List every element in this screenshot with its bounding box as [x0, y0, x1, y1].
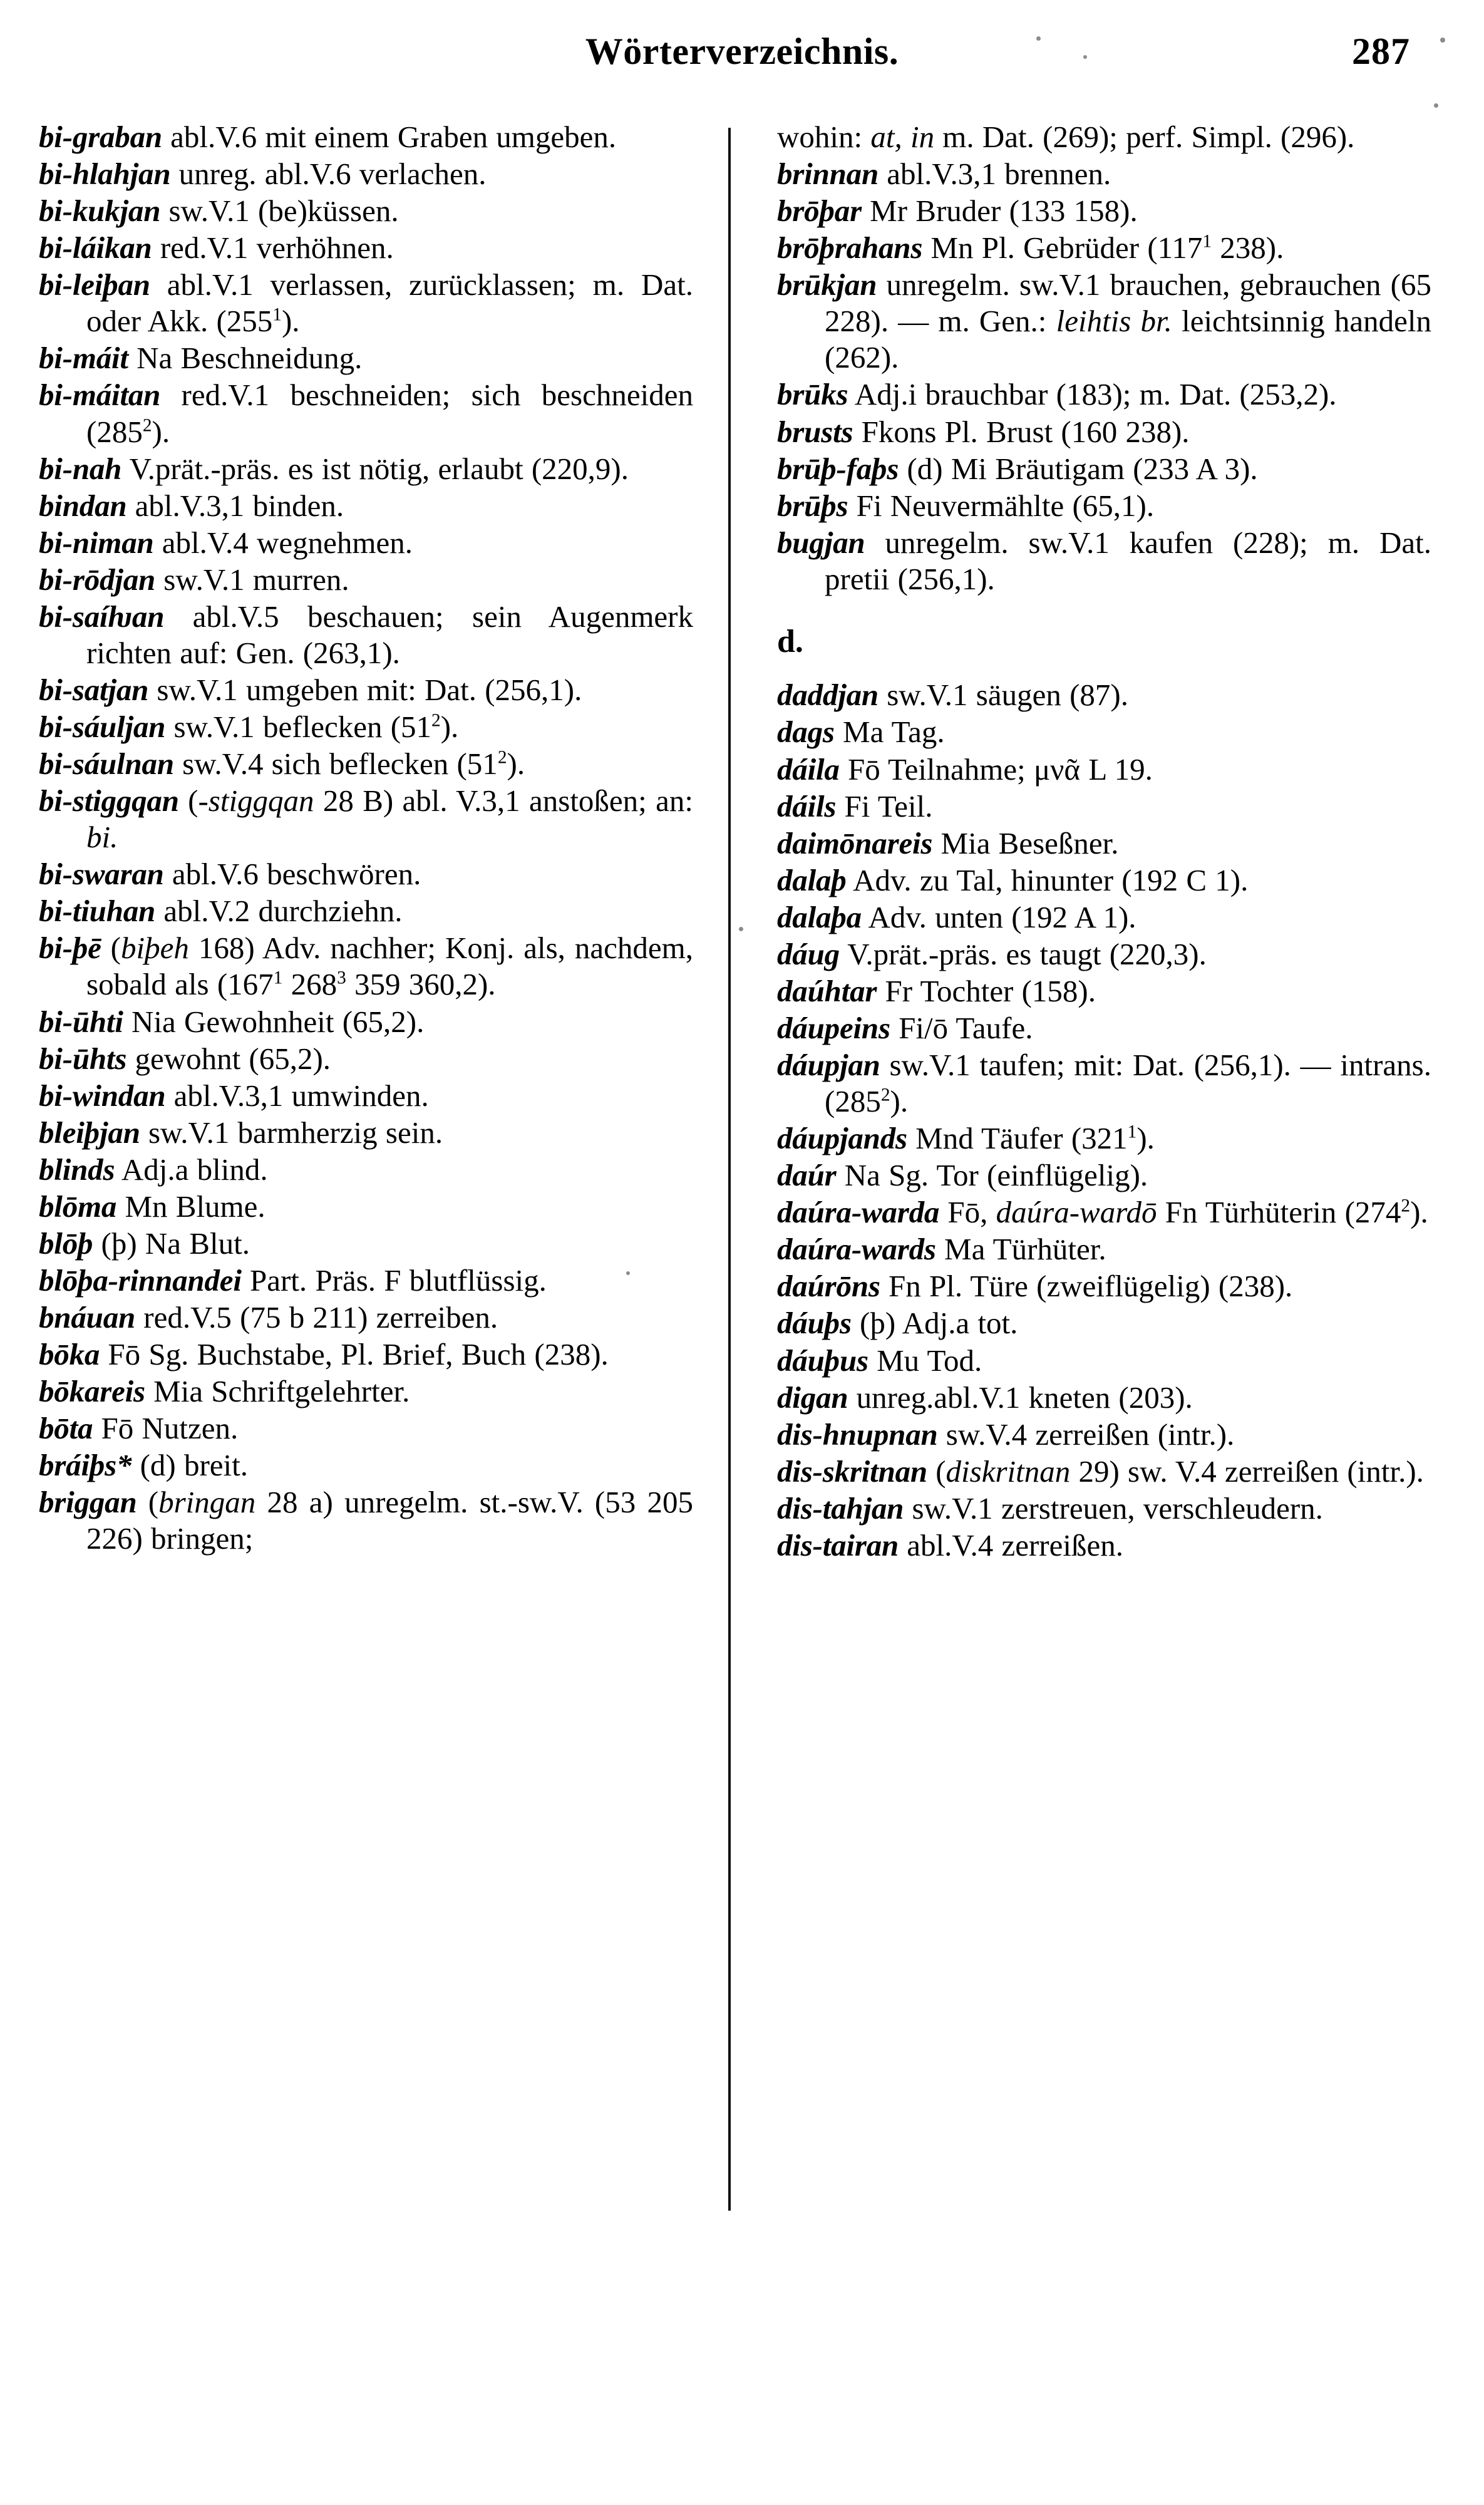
dictionary-entry	[39, 1115, 693, 1151]
entry-definition: abl.V.6 mit einem Graben umgeben.	[162, 120, 617, 154]
dictionary-entry	[777, 1527, 1431, 1564]
entry-definition: gewohnt (65,2).	[126, 1041, 331, 1076]
entry-headword: daúr	[777, 1158, 837, 1193]
dictionary-entry	[777, 714, 1431, 750]
entry-headword: brūþs	[777, 488, 848, 523]
entry-headword: dáupjan	[777, 1048, 880, 1083]
entry-definition: V.prät.-präs. es ist nötig, erlaubt (220,9).	[121, 451, 629, 486]
dictionary-entry	[39, 783, 693, 855]
entry-headword: bi-graban	[39, 120, 162, 154]
dictionary-entry	[39, 746, 693, 782]
entry-definition: sw.V.1 barmherzig sein.	[140, 1115, 443, 1150]
entry-headword: daddjan	[777, 678, 879, 713]
entry-headword: dalaþ	[777, 862, 847, 897]
dictionary-entry	[39, 1078, 693, 1114]
entry-definition: Fi/ō Taufe.	[890, 1010, 1033, 1045]
dictionary-entry	[777, 414, 1431, 450]
entry-headword: bōka	[39, 1337, 100, 1372]
entry-definition: sw.V.1 (be)küssen.	[160, 194, 399, 229]
entry-headword: bi-stiggqan	[39, 783, 179, 819]
dictionary-entry	[39, 156, 693, 192]
entry-definition: Fi Neuvermählte (65,1).	[848, 488, 1155, 523]
dictionary-entry	[777, 267, 1431, 376]
dictionary-entry	[777, 193, 1431, 229]
entry-headword: brōþrahans	[777, 230, 923, 266]
entry-definition: Mn Blume.	[116, 1189, 265, 1224]
entry-definition: Adj.i brauchbar (183); m. Dat. (253,2).	[848, 377, 1337, 412]
entry-definition: (-stiggqan 28 B) abl. V.3,1 anstoßen; an: bi.	[86, 783, 693, 855]
dictionary-entry	[777, 973, 1431, 1010]
scan-speck	[1434, 103, 1438, 108]
entry-definition: Fō Teilnahme; μνᾶ L 19.	[839, 752, 1153, 787]
section-letter-heading: d.	[777, 623, 803, 659]
dictionary-entry	[777, 1417, 1431, 1453]
dictionary-entry	[777, 1454, 1431, 1490]
entry-headword: brūks	[777, 377, 848, 412]
dictionary-entry	[39, 488, 693, 524]
entry-headword: blinds	[39, 1152, 115, 1187]
dictionary-entry	[777, 1380, 1431, 1416]
dictionary-entry	[777, 1010, 1431, 1046]
page-title: Wörterverzeichnis.	[585, 31, 899, 72]
entry-headword: bleiþjan	[39, 1115, 140, 1150]
dictionary-entry	[777, 1157, 1431, 1194]
entry-definition: abl.V.6 beschwören.	[163, 857, 421, 892]
dictionary-entry	[777, 1268, 1431, 1304]
entry-definition: Adj.a blind.	[115, 1152, 268, 1187]
entry-headword: brinnan	[777, 157, 879, 192]
entry-headword: dis-skritnan	[777, 1454, 927, 1489]
dictionary-entry	[39, 856, 693, 892]
dictionary-entry	[39, 1299, 693, 1336]
footnote-marker: 1	[1202, 231, 1212, 252]
entry-definition: Adv. unten (192 A 1).	[861, 899, 1136, 934]
entry-headword: dalaþa	[777, 899, 862, 934]
dictionary-entry	[39, 672, 693, 708]
dictionary-entry	[777, 788, 1431, 825]
dictionary-entry	[39, 709, 693, 745]
entry-definition: sw.V.1 taufen; mit: Dat. (256,1). — intrans. $(285^2)$.	[825, 1048, 1431, 1119]
entry-definition: Mia Schriftgelehrter.	[145, 1374, 410, 1409]
column-divider-rule	[728, 128, 731, 2211]
dictionary-entry	[777, 376, 1431, 413]
entry-headword: bi-niman	[39, 525, 154, 560]
dictionary-entry	[39, 340, 693, 376]
entry-definition: unreg. abl.V.6 verlachen.	[170, 157, 487, 192]
entry-definition: Fn Pl. Türe (zweiflügelig) (238).	[880, 1269, 1293, 1304]
entry-definition: sw.V.4 sich beflecken $(51^2)$.	[173, 746, 525, 782]
entry-headword: bi-máit	[39, 341, 128, 376]
entry-definition: Fō, daúra-wardō Fn Türhüterin $(274^2)$.	[939, 1195, 1428, 1230]
dictionary-entry	[39, 1004, 693, 1040]
entry-headword: bi-tiuhan	[39, 894, 156, 929]
entry-headword: bi-rōdjan	[39, 562, 156, 597]
dictionary-entry	[39, 562, 693, 598]
dictionary-entry	[39, 1041, 693, 1077]
entry-headword: dáupjands	[777, 1121, 907, 1156]
entry-headword: daúrōns	[777, 1269, 880, 1304]
footnote-marker: 2	[431, 710, 441, 731]
entry-headword: daúhtar	[777, 973, 877, 1008]
entry-definition: sw.V.1 murren.	[155, 562, 349, 597]
entry-definition: abl.V.4 zerreißen.	[899, 1527, 1123, 1562]
cited-form: diskritnan	[946, 1454, 1071, 1489]
dictionary-entry	[777, 752, 1431, 788]
entry-headword: bi-sáulnan	[39, 746, 174, 782]
entry-headword: bi-láikan	[39, 230, 152, 266]
cited-form: biþeh	[120, 931, 189, 966]
entry-definition: Fō Sg. Buchstabe, Pl. Brief, Buch (238).	[100, 1337, 609, 1372]
dictionary-entry	[777, 525, 1431, 597]
dictionary-entry	[777, 1490, 1431, 1527]
entry-definition: Ma Tag.	[834, 715, 945, 750]
entry-definition: abl.V.2 durchziehn.	[155, 894, 403, 929]
entry-definition: Na Sg. Tor (einflügelig).	[836, 1158, 1148, 1193]
footnote-marker: 1	[1127, 1122, 1137, 1142]
entry-definition: sw.V.1 beflecken $(51^2)$.	[165, 710, 459, 744]
dictionary-entry	[39, 1336, 693, 1373]
entry-definition: (diskritnan 29) sw. V.4 zerreißen (intr.).	[927, 1454, 1424, 1489]
left-column	[39, 119, 712, 1557]
entry-definition: Nia Gewohnheit (65,2).	[123, 1004, 425, 1039]
dictionary-entry	[777, 1047, 1431, 1120]
entry-definition: sw.V.1 umgeben mit: Dat. (256,1).	[148, 672, 582, 707]
entry-headword: bi-saíƕan	[39, 599, 165, 634]
entry-definition: V.prät.-präs. es taugt (220,3).	[839, 936, 1207, 971]
entry-definition: abl.V.4 wegnehmen.	[153, 525, 413, 560]
entry-headword: bōkareis	[39, 1374, 145, 1409]
entry-headword: bnáuan	[39, 1300, 136, 1335]
dictionary-entry	[39, 599, 693, 671]
dictionary-entry	[777, 156, 1431, 192]
entry-definition: unregelm. sw.V.1 brauchen, gebrauchen (65 228). — m. Gen.: leihtis br. leichtsinnig handeln (262).	[825, 267, 1431, 375]
entry-headword: bi-leiþan	[39, 267, 150, 302]
entry-headword: bugjan	[777, 525, 865, 560]
entry-headword: blōma	[39, 1189, 117, 1224]
dictionary-entry	[777, 488, 1431, 524]
entry-definition: red.V.5 (75 b 211) zerreiben.	[135, 1300, 498, 1335]
entry-definition: Adv. zu Tal, hinunter (192 C 1).	[846, 862, 1249, 897]
entry-headword: brūkjan	[777, 267, 877, 302]
cited-form: -stiggqan	[198, 783, 314, 819]
entry-definition: abl.V.3,1 umwinden.	[165, 1078, 429, 1113]
entry-definition: abl.V.3,1 binden.	[126, 488, 344, 523]
dictionary-entry	[39, 1373, 693, 1410]
entry-definition: Mu Tod.	[868, 1343, 982, 1378]
footnote-marker: 2	[1401, 1196, 1411, 1216]
entry-headword: briggan	[39, 1485, 137, 1520]
entry-headword: bi-swaran	[39, 857, 164, 892]
entry-headword: brusts	[777, 414, 853, 449]
entry-headword: daúra-wards	[777, 1232, 936, 1267]
entry-headword: brōþar	[777, 194, 862, 229]
entry-headword: dáils	[777, 788, 837, 824]
page-number: 287	[1352, 31, 1410, 72]
cited-form: at, in	[870, 120, 935, 154]
entry-definition: (þ) Adj.a tot.	[851, 1306, 1018, 1341]
entry-headword: digan	[777, 1380, 848, 1415]
cited-form: leihtis br.	[1056, 304, 1172, 339]
dictionary-entry	[777, 230, 1431, 266]
dictionary-entry	[39, 1152, 693, 1188]
entry-definition: Mn Pl. Gebrüder ($117^1$ 238).	[922, 230, 1284, 266]
dictionary-entry	[39, 377, 693, 450]
entry-headword: bi-nah	[39, 451, 122, 486]
entry-headword: bi-þē	[39, 931, 101, 966]
entry-headword: dis-hnupnan	[777, 1417, 938, 1452]
entry-headword: bráiþs*	[39, 1448, 132, 1483]
dictionary-entry	[777, 1343, 1431, 1379]
entry-headword: bi-satjan	[39, 672, 149, 707]
entry-definition: (þ) Na Blut.	[93, 1226, 250, 1261]
dictionary-entry	[39, 525, 693, 561]
entry-headword: dis-tairan	[777, 1527, 899, 1562]
entry-headword: dáuþs	[777, 1306, 852, 1341]
entry-definition: Mnd Täufer $(321^1)$.	[907, 1121, 1155, 1156]
entry-definition: red.V.1 beschneiden; sich beschneiden $(285^2)$.	[86, 378, 693, 449]
entry-headword: bindan	[39, 488, 127, 523]
dictionary-entry	[777, 1194, 1431, 1231]
entry-headword: bi-máitan	[39, 378, 161, 413]
dictionary-entry	[39, 1447, 693, 1484]
entry-definition: wohin: at, in m. Dat. (269); perf. Simpl. (296).	[777, 120, 1355, 154]
entry-headword: daúra-warda	[777, 1195, 940, 1230]
entry-headword: dags	[777, 715, 835, 750]
entry-definition: Mr Bruder (133 158).	[861, 194, 1138, 229]
entry-headword: bi-sáuljan	[39, 710, 166, 744]
entry-definition: sw.V.1 säugen (87).	[878, 678, 1128, 713]
dictionary-entry	[39, 193, 693, 229]
entry-definition: (bringan 28 a) unregelm. st.-sw.V. (53 205 226) bringen;	[86, 1485, 693, 1556]
footnote-marker: 3	[337, 968, 346, 989]
entry-headword: bi-ūhti	[39, 1004, 123, 1039]
entry-headword: bōta	[39, 1411, 93, 1446]
entry-definition: unreg.abl.V.1 kneten (203).	[848, 1380, 1193, 1415]
dictionary-entry	[777, 451, 1431, 487]
entry-headword: bi-kukjan	[39, 194, 161, 229]
dictionary-entry	[777, 1231, 1431, 1268]
entry-definition: sw.V.1 zerstreuen, verschleudern.	[904, 1490, 1323, 1526]
dictionary-entry	[39, 893, 693, 929]
footnote-marker: 2	[880, 1085, 890, 1105]
entry-headword: dáupeins	[777, 1010, 890, 1045]
dictionary-entry	[39, 267, 693, 339]
entry-headword: bi-windan	[39, 1078, 166, 1113]
dictionary-entry	[39, 1226, 693, 1262]
entry-definition: Fi Teil.	[836, 788, 933, 824]
cited-form: bi.	[86, 820, 118, 855]
dictionary-entry	[777, 119, 1431, 155]
entry-definition: Ma Türhüter.	[935, 1232, 1106, 1267]
entry-definition: abl.V.5 beschauen; sein Augenmerk richten auf: Gen. (263,1).	[86, 599, 693, 670]
footnote-marker: 1	[272, 304, 282, 325]
entry-headword: bi-hlahjan	[39, 157, 171, 192]
scan-speck	[1036, 36, 1041, 41]
entry-headword: dis-tahjan	[777, 1490, 904, 1526]
dictionary-entry	[777, 1305, 1431, 1341]
footnote-marker: 2	[497, 747, 507, 768]
dictionary-entry	[39, 1410, 693, 1447]
entry-definition: Fkons Pl. Brust (160 238).	[853, 414, 1190, 449]
entry-headword: blōþ	[39, 1226, 93, 1261]
entry-definition: Na Beschneidung.	[128, 341, 363, 376]
entry-definition: unregelm. sw.V.1 kaufen (228); m. Dat. pretii (256,1).	[825, 525, 1431, 596]
dictionary-entry	[777, 1120, 1431, 1157]
entry-definition: abl.V.1 verlassen, zurücklassen; m. Dat. oder Akk. $(255^1)$.	[86, 267, 693, 339]
dictionary-entry	[777, 825, 1431, 862]
dictionary-entry	[39, 1263, 693, 1299]
dictionary-entry	[777, 899, 1431, 936]
entry-definition: red.V.1 verhöhnen.	[152, 230, 394, 266]
right-column	[747, 119, 1431, 1564]
entry-headword: bi-ūhts	[39, 1041, 127, 1076]
two-column-body	[39, 119, 1445, 2480]
entry-headword: blōþa-rinnandei	[39, 1263, 242, 1298]
dictionary-entry	[39, 1189, 693, 1225]
footnote-marker: 2	[142, 415, 152, 436]
dictionary-entry	[39, 930, 693, 1003]
entry-definition: Fō Nutzen.	[93, 1411, 239, 1446]
running-head	[0, 30, 1484, 80]
entry-headword: dáug	[777, 936, 840, 971]
dictionary-entry	[777, 862, 1431, 899]
entry-definition: (biþeh 168) Adv. nachher; Konj. als, nachdem, sobald als ($167^1$ $268^3$ 359 360,2).	[86, 931, 693, 1002]
dictionary-entry	[39, 1484, 693, 1557]
cited-form: daúra-wardō	[996, 1195, 1157, 1230]
entry-definition: sw.V.4 zerreißen (intr.).	[937, 1417, 1235, 1452]
entry-definition: abl.V.3,1 brennen.	[879, 157, 1111, 192]
entry-definition: (d) breit.	[131, 1448, 248, 1483]
cited-form: bringan	[158, 1485, 256, 1520]
entry-headword: dáuþus	[777, 1343, 868, 1378]
entry-headword: brūþ-faþs	[777, 451, 899, 486]
footnote-marker: 1	[273, 968, 283, 989]
dictionary-entry	[39, 451, 693, 487]
dictionary-entry	[39, 119, 693, 155]
scan-speck	[1440, 38, 1445, 43]
dictionary-entry	[777, 677, 1431, 713]
dictionary-entry	[39, 230, 693, 266]
scan-speck	[1083, 55, 1087, 59]
dictionary-entry	[777, 936, 1431, 973]
entry-definition: Mia Beseßner.	[932, 825, 1119, 860]
entry-definition: (d) Mi Bräutigam (233 A 3).	[899, 451, 1258, 486]
entry-definition: Part. Präs. F blutflüssig.	[241, 1263, 547, 1298]
entry-headword: daimōnareis	[777, 825, 933, 860]
entry-definition: Fr Tochter (158).	[877, 973, 1096, 1008]
entry-headword: dáila	[777, 752, 840, 787]
